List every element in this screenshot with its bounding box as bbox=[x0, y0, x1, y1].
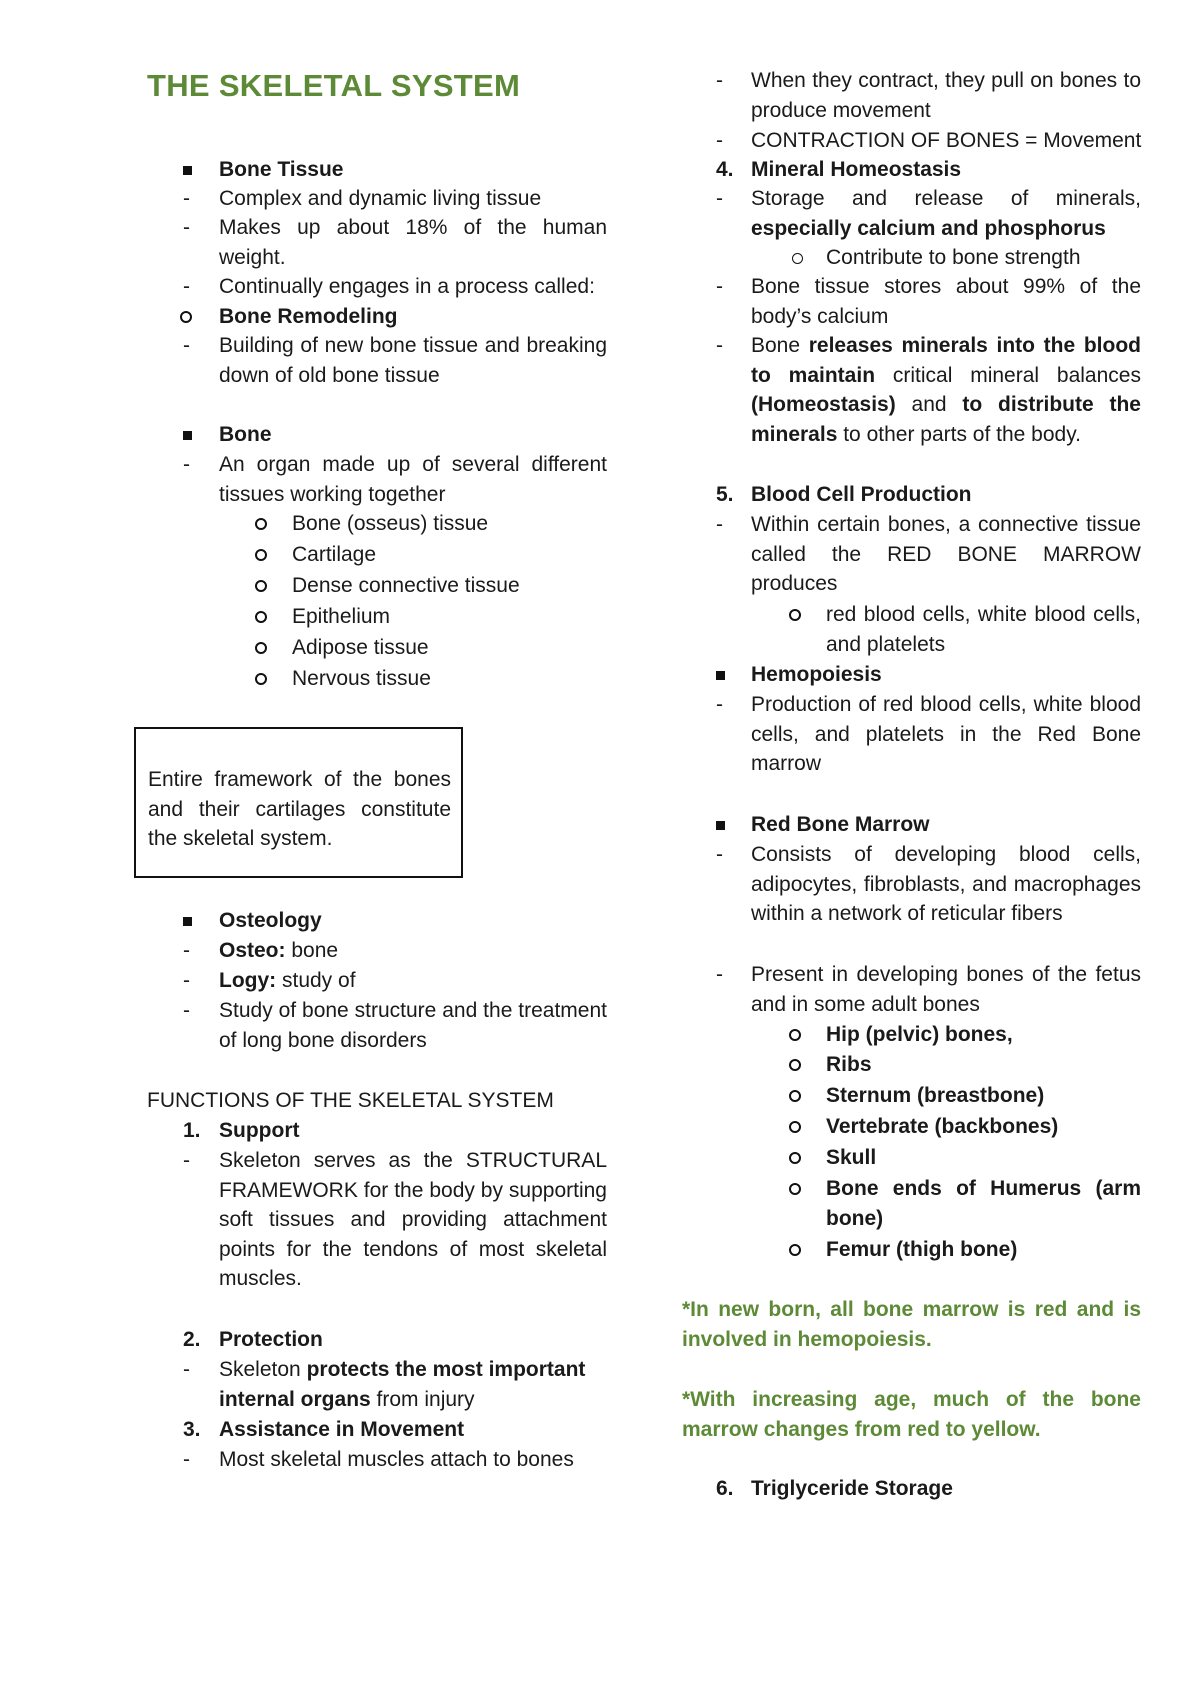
function-heading-mineral: Mineral Homeostasis bbox=[751, 158, 962, 181]
definition-text: Entire framework of the bones and their cartilages constitute the skeletal system. bbox=[148, 768, 451, 850]
tissue-item: Nervous tissue bbox=[292, 667, 431, 690]
location-item: Vertebrate (backbones) bbox=[826, 1115, 1059, 1138]
dash-bullet-icon: - bbox=[183, 969, 190, 992]
location-item: Sternum (breastbone) bbox=[826, 1084, 1045, 1107]
section-heading-bone-remodeling: Bone Remodeling bbox=[219, 305, 398, 328]
text-part: Skeleton bbox=[219, 1358, 307, 1381]
ring-bullet-icon bbox=[255, 642, 267, 654]
square-bullet-icon bbox=[183, 431, 192, 440]
location-item: Skull bbox=[826, 1146, 877, 1169]
dash-bullet-icon: - bbox=[183, 275, 190, 298]
bullet-ring bbox=[789, 1235, 801, 1265]
list-item: Within certain bones, a connective tissue called the RED BONE MARROW produces bbox=[751, 513, 1141, 595]
osteo-label: Osteo: bbox=[219, 939, 286, 962]
section-heading-red-marrow: Red Bone Marrow bbox=[751, 813, 930, 836]
ring-bullet-icon bbox=[255, 611, 267, 623]
square-bullet-icon bbox=[183, 917, 192, 926]
text-part: Bone bbox=[751, 334, 809, 357]
dash-bullet-icon: - bbox=[716, 187, 723, 210]
text-part-bold: releases minerals into the blood to maintain bbox=[751, 334, 1141, 387]
bullet-ring bbox=[255, 664, 267, 694]
list-item: Production of red blood cells, white blood cells, and platelets in the Red Bone marrow bbox=[751, 693, 1141, 775]
bullet-ring bbox=[255, 509, 267, 539]
function-heading-movement: Assistance in Movement bbox=[219, 1418, 465, 1441]
ring-bullet-icon bbox=[789, 1152, 801, 1164]
ring-bullet-icon bbox=[255, 580, 267, 592]
dash-bullet-icon: - bbox=[716, 693, 723, 716]
list-item: Complex and dynamic living tissue bbox=[219, 187, 542, 210]
ring-bullet-icon bbox=[789, 1029, 801, 1041]
bullet-square bbox=[716, 660, 725, 690]
list-item bbox=[751, 331, 1141, 449]
square-bullet-icon bbox=[716, 821, 725, 830]
tissue-item: Epithelium bbox=[292, 605, 391, 628]
function-number: 4. bbox=[716, 158, 734, 181]
dash-bullet-icon: - bbox=[716, 334, 723, 357]
location-item: Femur (thigh bone) bbox=[826, 1238, 1018, 1261]
dash-bullet-icon: - bbox=[716, 129, 723, 152]
function-number: 2. bbox=[183, 1328, 201, 1351]
section-heading-bone: Bone bbox=[219, 423, 272, 446]
ring-bullet-icon bbox=[789, 1090, 801, 1102]
section-heading-osteology: Osteology bbox=[219, 909, 322, 932]
dash-bullet-icon: - bbox=[183, 216, 190, 239]
bullet-ring bbox=[255, 602, 267, 632]
function-heading-blood-cell: Blood Cell Production bbox=[751, 483, 972, 506]
list-item bbox=[751, 184, 1141, 243]
ring-bullet-icon bbox=[255, 673, 267, 685]
bullet-ring bbox=[255, 633, 267, 663]
dash-bullet-icon: - bbox=[716, 963, 723, 986]
bullet-ring bbox=[255, 540, 267, 570]
list-item: Continually engages in a process called: bbox=[219, 275, 595, 298]
ring-bullet-icon bbox=[789, 1244, 801, 1256]
text-part: from injury bbox=[370, 1387, 475, 1411]
logy-label: Logy: bbox=[219, 969, 277, 992]
list-item: Consists of developing blood cells, adipocytes, fibroblasts, and macrophages within a network of reticular fibers bbox=[751, 843, 1141, 925]
dash-bullet-icon: - bbox=[183, 939, 190, 962]
tissue-item: Adipose tissue bbox=[292, 636, 429, 659]
list-item: Bone tissue stores about 99% of the body’s calcium bbox=[751, 275, 1141, 328]
osteo-value: bone bbox=[285, 939, 339, 962]
dash-bullet-icon: - bbox=[183, 1358, 190, 1381]
definition-box bbox=[134, 727, 463, 878]
function-number: 3. bbox=[183, 1418, 201, 1441]
text-part: Storage and release of minerals, bbox=[751, 187, 1141, 210]
highlight-note: *With increasing age, much of the bone marrow changes from red to yellow. bbox=[682, 1388, 1141, 1441]
function-heading-triglyceride: Triglyceride Storage bbox=[751, 1477, 953, 1500]
logy-definition bbox=[219, 966, 356, 996]
thin-ring-bullet-icon bbox=[792, 253, 803, 264]
bullet-ring bbox=[789, 1081, 801, 1111]
list-item: Study of bone structure and the treatment of long bone disorders bbox=[219, 999, 607, 1052]
bullet-ring bbox=[789, 600, 801, 630]
logy-value: study of bbox=[276, 969, 356, 992]
function-number: 5. bbox=[716, 483, 734, 506]
ring-bullet-icon bbox=[180, 311, 192, 323]
list-item: Present in developing bones of the fetus and in some adult bones bbox=[751, 963, 1141, 1016]
list-item: When they contract, they pull on bones to produce movement bbox=[751, 69, 1141, 122]
bullet-thin-ring bbox=[792, 243, 803, 273]
function-number: 1. bbox=[183, 1119, 201, 1142]
tissue-item: Bone (osseus) tissue bbox=[292, 512, 489, 535]
dash-bullet-icon: - bbox=[716, 513, 723, 536]
ring-bullet-icon bbox=[789, 1121, 801, 1133]
bullet-ring bbox=[789, 1020, 801, 1050]
sub-item: Contribute to bone strength bbox=[826, 246, 1081, 269]
bullet-square bbox=[183, 420, 192, 450]
bullet-ring bbox=[789, 1050, 801, 1080]
ring-bullet-icon bbox=[789, 609, 801, 621]
function-heading-support: Support bbox=[219, 1119, 300, 1142]
square-bullet-icon bbox=[716, 671, 725, 680]
list-item: Most skeletal muscles attach to bones bbox=[219, 1448, 574, 1471]
section-heading-hemopoiesis: Hemopoiesis bbox=[751, 663, 882, 686]
function-heading-protection: Protection bbox=[219, 1328, 323, 1351]
list-item: An organ made up of several different tissues working together bbox=[219, 453, 607, 506]
ring-bullet-icon bbox=[789, 1059, 801, 1071]
list-item bbox=[219, 1355, 607, 1414]
list-item: Makes up about 18% of the human weight. bbox=[219, 216, 607, 269]
page-title: THE SKELETAL SYSTEM bbox=[147, 68, 521, 103]
dash-bullet-icon: - bbox=[183, 1448, 190, 1471]
dash-bullet-icon: - bbox=[183, 334, 190, 357]
bullet-ring bbox=[255, 571, 267, 601]
list-item: Building of new bone tissue and breaking down of old bone tissue bbox=[219, 334, 607, 387]
bullet-ring bbox=[789, 1143, 801, 1173]
function-number: 6. bbox=[716, 1477, 734, 1500]
location-item: Ribs bbox=[826, 1053, 872, 1076]
bullet-ring bbox=[789, 1174, 801, 1204]
dash-bullet-icon: - bbox=[716, 843, 723, 866]
dash-bullet-icon: - bbox=[716, 275, 723, 298]
location-item: Hip (pelvic) bones, bbox=[826, 1023, 1013, 1046]
text-part: to other parts of the body. bbox=[837, 422, 1081, 446]
bullet-ring bbox=[180, 302, 192, 332]
location-item: Bone ends of Humerus (arm bone) bbox=[826, 1177, 1141, 1230]
dash-bullet-icon: - bbox=[183, 453, 190, 476]
text-part-bold: especially calcium and phosphorus bbox=[751, 216, 1106, 240]
ring-bullet-icon bbox=[789, 1183, 801, 1195]
highlight-note: *In new born, all bone marrow is red and is involved in hemopoiesis. bbox=[682, 1298, 1141, 1351]
text-part-bold: to distribute the minerals bbox=[751, 393, 1141, 446]
bullet-square bbox=[183, 906, 192, 936]
list-item: CONTRACTION OF BONES = Movement bbox=[751, 129, 1142, 152]
text-part: critical mineral balances bbox=[875, 363, 1141, 387]
text-part-bold: protects the most important internal organs bbox=[219, 1358, 586, 1411]
dash-bullet-icon: - bbox=[183, 999, 190, 1022]
bullet-square bbox=[183, 155, 192, 185]
functions-heading: FUNCTIONS OF THE SKELETAL SYSTEM bbox=[147, 1089, 554, 1112]
tissue-item: Dense connective tissue bbox=[292, 574, 520, 597]
dash-bullet-icon: - bbox=[183, 187, 190, 210]
section-heading-bone-tissue: Bone Tissue bbox=[219, 158, 344, 181]
sub-item: red blood cells, white blood cells, and platelets bbox=[826, 603, 1141, 656]
dash-bullet-icon: - bbox=[716, 69, 723, 92]
text-part: and bbox=[895, 393, 963, 416]
osteo-definition bbox=[219, 936, 338, 966]
tissue-item: Cartilage bbox=[292, 543, 377, 566]
bullet-ring bbox=[789, 1112, 801, 1142]
dash-bullet-icon: - bbox=[183, 1149, 190, 1172]
square-bullet-icon bbox=[183, 166, 192, 175]
ring-bullet-icon bbox=[255, 549, 267, 561]
list-item: Skeleton serves as the STRUCTURAL FRAMEWORK for the body by supporting soft tissues and providing attachment points for the tendons of most skeletal muscles. bbox=[219, 1149, 607, 1290]
bullet-square bbox=[716, 810, 725, 840]
ring-bullet-icon bbox=[255, 518, 267, 530]
text-part-bold: (Homeostasis) bbox=[751, 393, 896, 416]
